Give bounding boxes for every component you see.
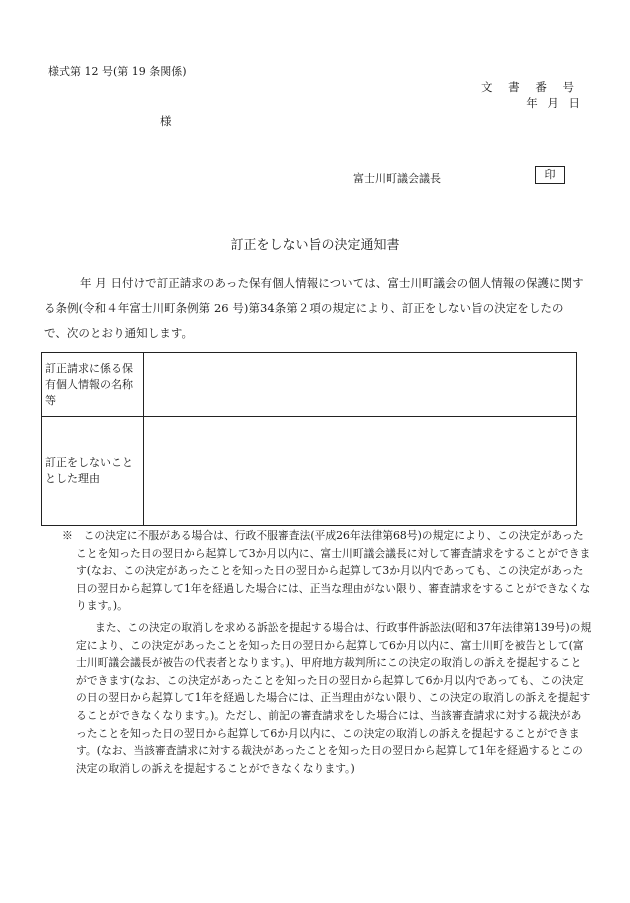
note-lawsuit: また、この決定の取消しを求める訴訟を提起する場合は、行政事件訴訟法(昭和37年法律第139号)の規定により、この決定があったことを知った日の翌日から起算して6か月以内に、富士川町を被告として(富士川町議会議長が被告の代表者となります。)、甲府地方裁判所にこの決定の取消しの訴えを提起することができます(なお、この決定があったことを知った日の翌日から起算して6か月以内であっても、この決定の日の翌日から起算して1年を経過した場合には、正当理由がない限り、この決定の取消しの訴えを提起することができなくなります。)。ただし、前記の審査請求をした場合には、当該審査請求に対する裁決があったことを知った日の翌日から起算して6か月以内に、この決定の取消しの訴えを提起することができます。(なお、当該審査請求に対する裁決があったことを知った日の翌日から起算して1年を経過するとこの決定の取消しの訴えを提起することができなくなります。) — [76, 620, 592, 775]
recipient-suffix: 様 — [160, 114, 172, 128]
note-appeal — [62, 527, 592, 615]
document-title: 訂正をしない旨の決定通知書 — [230, 238, 400, 253]
notes-section — [62, 527, 592, 777]
sender-name: 富士川町議会議長 — [353, 172, 441, 185]
row-label-info-name: 訂正請求に係る保有個人情報の名称等 — [42, 353, 144, 417]
row-value-info-name — [144, 353, 577, 417]
row-label-reason: 訂正をしないこととした理由 — [42, 417, 144, 526]
row-value-reason — [144, 417, 577, 526]
body-paragraph — [44, 271, 584, 346]
date-label: 年 月 日 — [526, 96, 580, 110]
note-mark: ※ — [62, 529, 73, 542]
table-row — [42, 353, 577, 417]
table-row — [42, 417, 577, 526]
note-appeal-text: この決定に不服がある場合は、行政不服審査法(平成26年法律第68号)の規定により、この決定があったことを知った日の翌日から起算して3か月以内に、富士川町議会議長に対して審査請求をすることができます(なお、この決定があったことを知った日の翌日から起算して3か月以内であっても、この決定があった日の翌日から起算して1年を経過した場合には、正当な理由がない限り、審査請求をすることができなくなります。)。 — [76, 529, 591, 613]
seal-box: 印 — [535, 166, 565, 184]
form-number: 様式第 12 号(第 19 条関係) — [48, 65, 187, 78]
info-table — [41, 352, 577, 526]
document-number-label: 文 書 番 号 — [481, 80, 580, 94]
body-paragraph-text: 年 月 日付けで訂正請求のあった保有個人情報については、富士川町議会の個人情報の保護に関する条例(令和４年富士川町条例第 26 号)第34条第２項の規定により、訂正をしない旨の決定をしたので、次のとおり通知します。 — [44, 276, 584, 340]
